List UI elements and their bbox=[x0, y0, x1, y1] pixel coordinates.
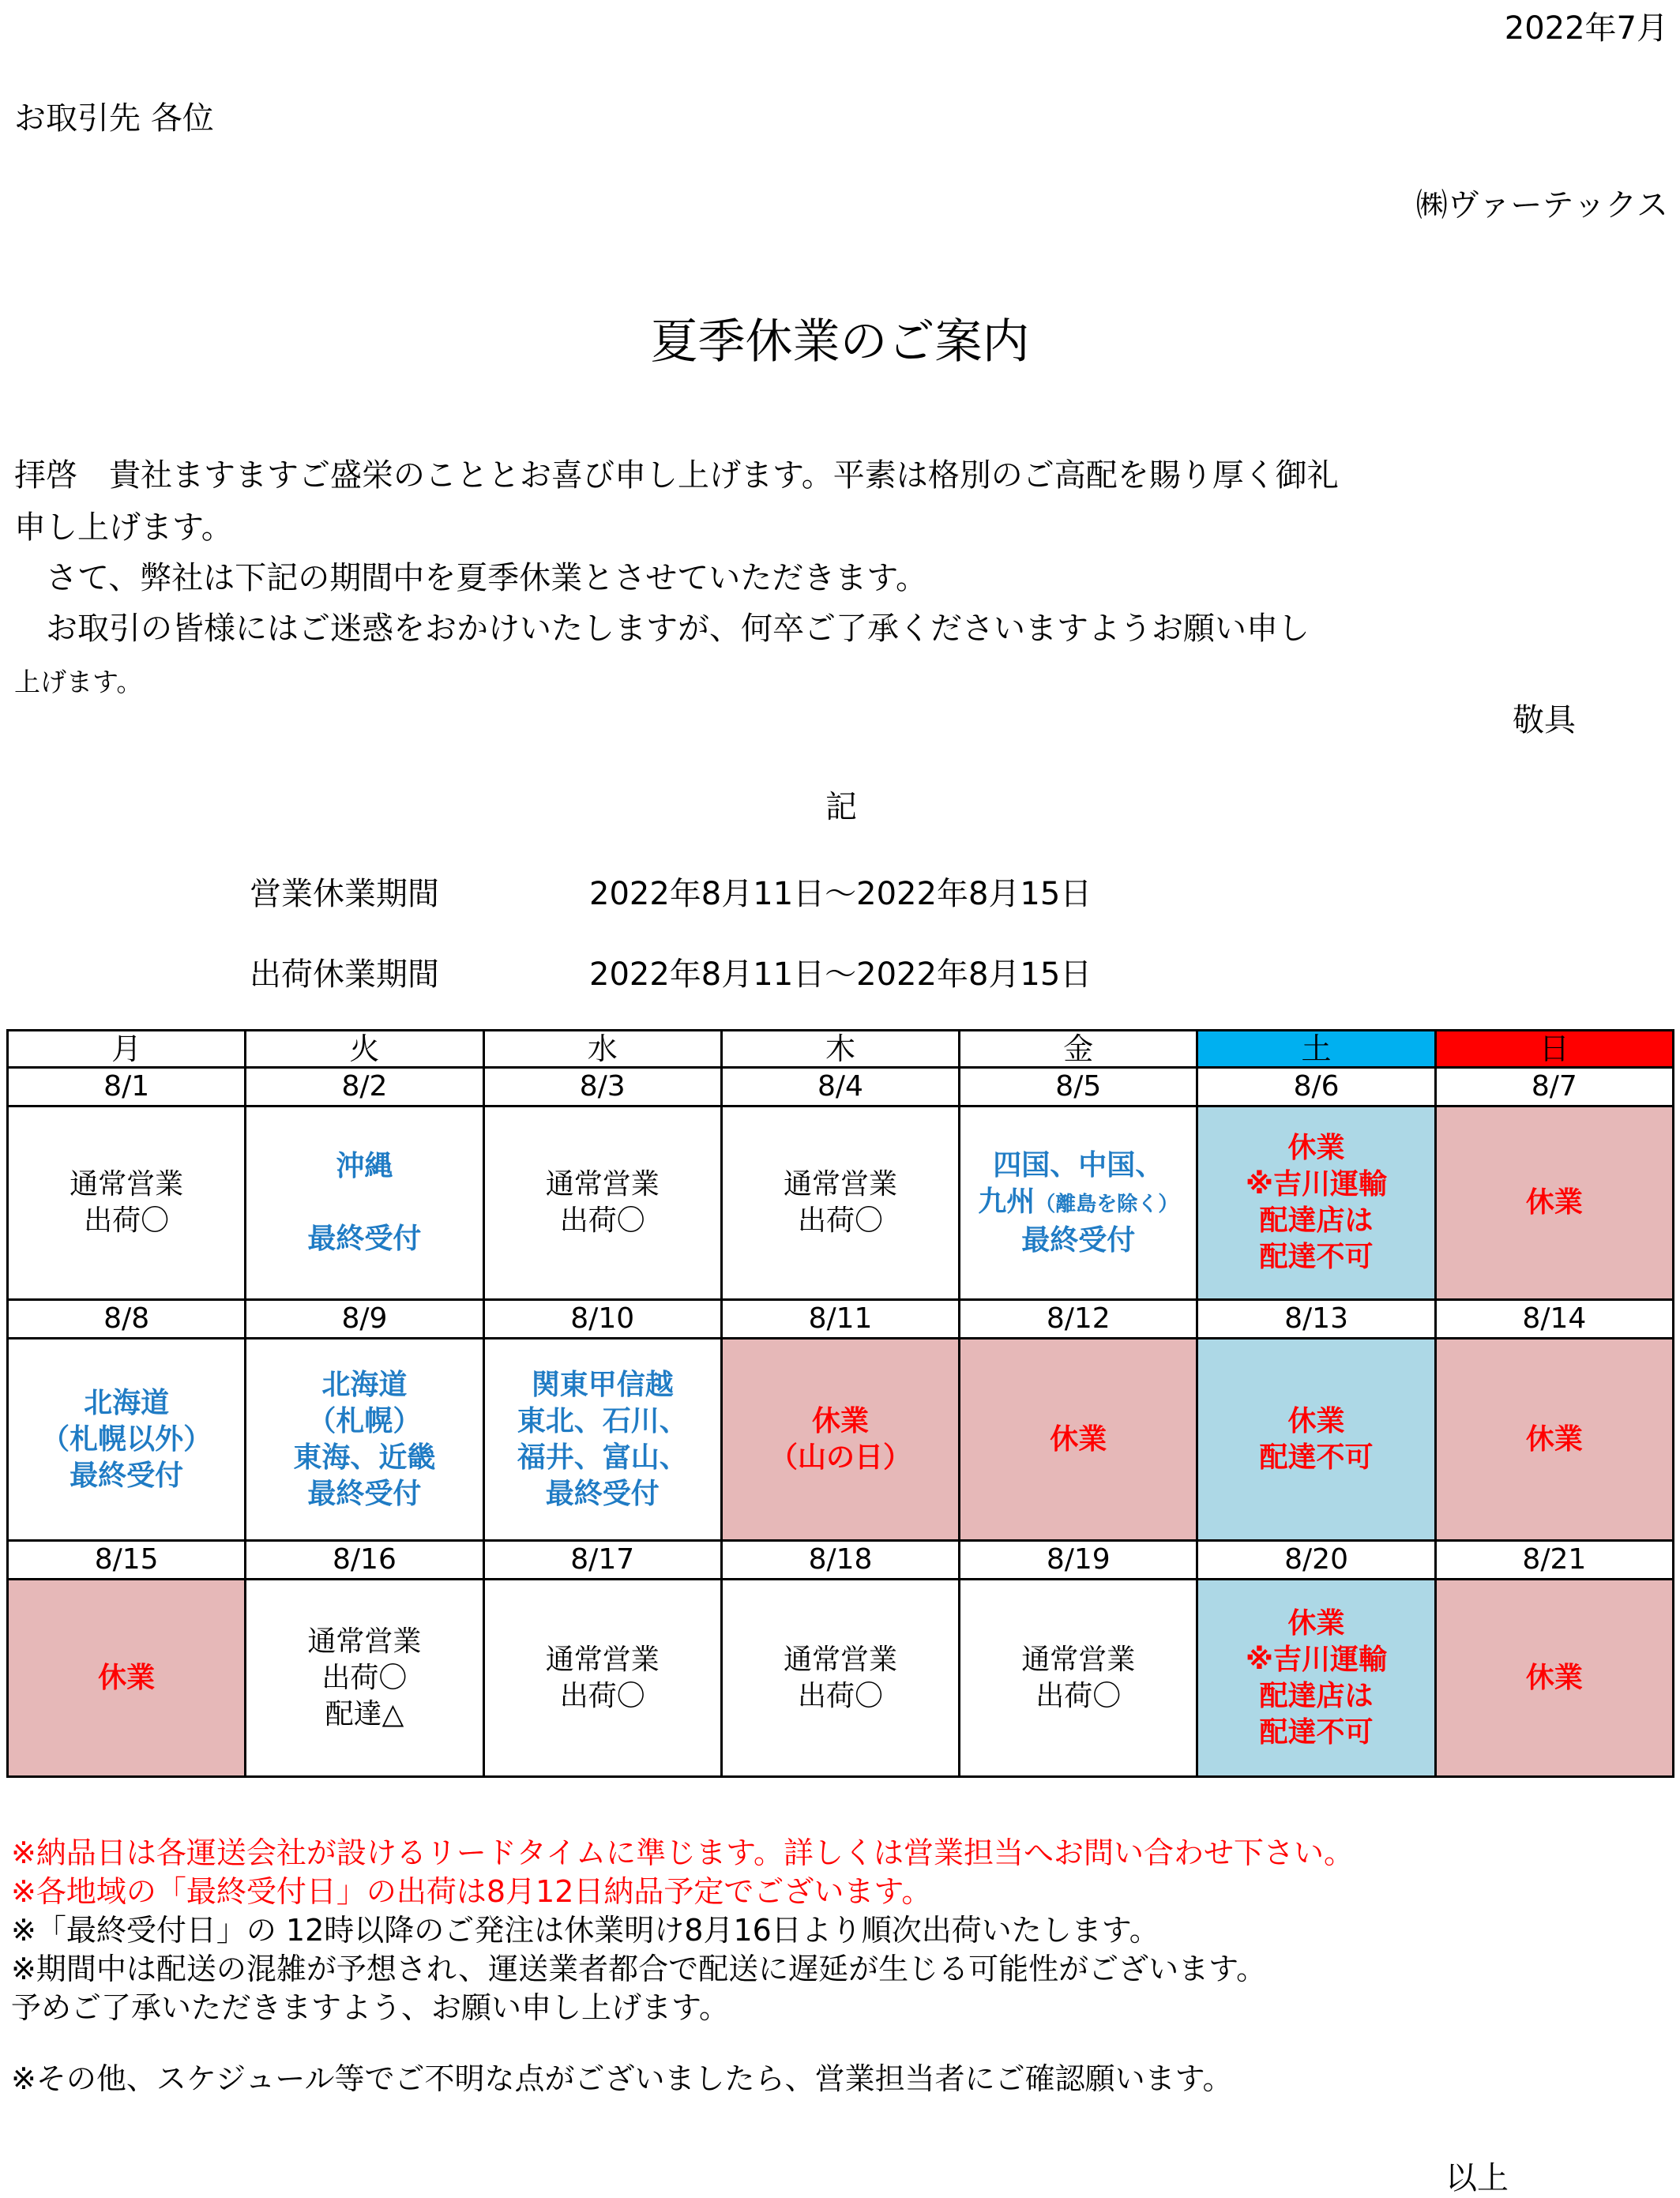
date-row-week-3 bbox=[8, 1541, 1674, 1580]
greeting-line-4: お取引の皆様にはご迷惑をおかけいたしますが、何卒ご了承くださいますようお願い申し bbox=[14, 611, 1310, 647]
status-line: 出荷〇 bbox=[321, 1661, 408, 1694]
weekday-tue: 火 bbox=[246, 1031, 483, 1068]
status-line: 福井、富山、 bbox=[517, 1441, 688, 1474]
status-cell-aug12 bbox=[960, 1339, 1197, 1541]
greeting-line-3: さて、弊社は下記の期間中を夏季休業とさせていただきます。 bbox=[14, 560, 927, 596]
status-line-kyushu bbox=[960, 1184, 1196, 1223]
date-row-week-2 bbox=[8, 1300, 1674, 1339]
weekday-header-row bbox=[8, 1031, 1674, 1068]
status-line: 配達不可 bbox=[1259, 1441, 1374, 1474]
status-line: 休業 bbox=[1050, 1422, 1107, 1456]
status-line: 四国、中国、 bbox=[993, 1148, 1164, 1182]
weekday-thu: 木 bbox=[721, 1031, 959, 1068]
date-cell: 8/3 bbox=[483, 1068, 721, 1107]
greeting-line-1: 拝啓 貴社ますますご盛栄のこととお喜び申し上げます。平素は格別のご高配を賜り厚く御礼 bbox=[14, 457, 1339, 494]
date-cell: 8/18 bbox=[721, 1541, 959, 1580]
status-cell-aug2 bbox=[246, 1107, 483, 1300]
date-cell: 8/8 bbox=[8, 1300, 246, 1339]
status-cell-aug9 bbox=[246, 1339, 483, 1541]
status-cell-aug15 bbox=[8, 1580, 246, 1777]
status-line: 休業 bbox=[1525, 1186, 1583, 1219]
status-cell-aug13 bbox=[1197, 1339, 1435, 1541]
status-spacer bbox=[246, 1185, 482, 1221]
status-line: 休業 bbox=[811, 1404, 869, 1437]
status-cell-aug4 bbox=[721, 1107, 959, 1300]
status-line: 通常営業 bbox=[783, 1168, 897, 1200]
status-line: 出荷〇 bbox=[84, 1204, 170, 1237]
greeting-line-5: 上げます。 bbox=[14, 667, 143, 697]
status-cell-aug18 bbox=[721, 1580, 959, 1777]
period-value-business: 2022年8月11日～2022年8月15日 bbox=[589, 876, 1092, 912]
status-line: 通常営業 bbox=[783, 1643, 897, 1676]
date-cell: 8/19 bbox=[960, 1541, 1197, 1580]
status-line-note: （離島を除く） bbox=[1035, 1192, 1179, 1216]
weekday-fri: 金 bbox=[960, 1031, 1197, 1068]
status-line: 休業 bbox=[1287, 1404, 1345, 1437]
status-line: ※吉川運輸 bbox=[1246, 1643, 1388, 1676]
weekday-mon: 月 bbox=[8, 1031, 246, 1068]
status-line: 北海道 bbox=[321, 1368, 408, 1401]
status-line: 配達△ bbox=[325, 1697, 404, 1730]
note-lead-time: ※納品日は各運送会社が設けるリードタイムに準じます。詳しくは営業担当へお問い合わせ下さい。 bbox=[11, 1835, 1355, 1870]
status-line: 沖縄 bbox=[336, 1150, 393, 1182]
status-line: （札幌以外） bbox=[41, 1422, 212, 1456]
note-contact: ※その他、スケジュール等でご不明な点がございましたら、営業担当者にご確認願います。 bbox=[11, 2061, 1233, 2096]
date-cell: 8/13 bbox=[1197, 1300, 1435, 1339]
status-row-week-2 bbox=[8, 1339, 1674, 1541]
status-cell-aug11 bbox=[721, 1339, 959, 1541]
status-line: 出荷〇 bbox=[559, 1679, 645, 1712]
date-cell: 8/10 bbox=[483, 1300, 721, 1339]
status-cell-aug17 bbox=[483, 1580, 721, 1777]
status-line: 九州 bbox=[978, 1185, 1035, 1218]
date-cell: 8/6 bbox=[1197, 1068, 1435, 1107]
date-cell: 8/14 bbox=[1435, 1300, 1673, 1339]
status-line: 出荷〇 bbox=[797, 1204, 883, 1237]
weekday-wed: 水 bbox=[483, 1031, 721, 1068]
status-cell-aug5 bbox=[960, 1107, 1197, 1300]
holiday-calendar bbox=[6, 1029, 1674, 1778]
status-cell-aug16 bbox=[246, 1580, 483, 1777]
status-line: 通常営業 bbox=[545, 1643, 660, 1676]
date-row-week-1 bbox=[8, 1068, 1674, 1107]
company-name: ㈱ヴァーテックス bbox=[1415, 187, 1668, 224]
date-cell: 8/16 bbox=[246, 1541, 483, 1580]
date-cell: 8/4 bbox=[721, 1068, 959, 1107]
status-line: ※吉川運輸 bbox=[1246, 1168, 1388, 1200]
status-line: 通常営業 bbox=[545, 1168, 660, 1200]
status-cell-aug21 bbox=[1435, 1580, 1673, 1777]
status-line: 配達店は bbox=[1259, 1679, 1374, 1712]
date-cell: 8/2 bbox=[246, 1068, 483, 1107]
status-line: 出荷〇 bbox=[797, 1679, 883, 1712]
status-line: 最終受付 bbox=[307, 1477, 422, 1510]
status-row-week-1 bbox=[8, 1107, 1674, 1300]
status-cell-aug7 bbox=[1435, 1107, 1673, 1300]
status-line: 休業 bbox=[98, 1661, 156, 1694]
status-line: 最終受付 bbox=[1021, 1223, 1136, 1257]
note-after-12: ※「最終受付日」の 12時以降のご発注は休業明け8月16日より順次出荷いたします。 bbox=[11, 1913, 1159, 1948]
date-cell: 8/17 bbox=[483, 1541, 721, 1580]
status-line: 最終受付 bbox=[545, 1477, 660, 1510]
status-line: 配達不可 bbox=[1259, 1241, 1374, 1273]
status-line: 東北、石川、 bbox=[517, 1404, 688, 1437]
status-line: 北海道 bbox=[84, 1386, 170, 1419]
date-cell: 8/7 bbox=[1435, 1068, 1673, 1107]
status-line: 配達店は bbox=[1259, 1204, 1374, 1237]
greeting-line-2: 申し上げます。 bbox=[14, 509, 233, 546]
status-line: 出荷〇 bbox=[1035, 1679, 1122, 1712]
status-line: 通常営業 bbox=[70, 1168, 184, 1200]
period-value-shipping: 2022年8月11日～2022年8月15日 bbox=[589, 956, 1092, 993]
date-cell: 8/11 bbox=[721, 1300, 959, 1339]
status-cell-aug6 bbox=[1197, 1107, 1435, 1300]
status-cell-aug8 bbox=[8, 1339, 246, 1541]
status-line: 東海、近畿 bbox=[293, 1441, 436, 1474]
closing-keigu: 敬具 bbox=[1513, 702, 1576, 738]
page-title: 夏季休業のご案内 bbox=[650, 314, 1030, 370]
status-cell-aug20 bbox=[1197, 1580, 1435, 1777]
closing-ijou: 以上 bbox=[1445, 2160, 1509, 2196]
status-line: （札幌） bbox=[307, 1404, 422, 1437]
note-final-order-delivery: ※各地域の「最終受付日」の出荷は8月12日納品予定でございます。 bbox=[11, 1874, 932, 1909]
status-cell-aug10 bbox=[483, 1339, 721, 1541]
status-line: （山の日） bbox=[769, 1441, 911, 1474]
date-cell: 8/9 bbox=[246, 1300, 483, 1339]
status-cell-aug19 bbox=[960, 1580, 1197, 1777]
date-cell: 8/20 bbox=[1197, 1541, 1435, 1580]
status-row-week-3 bbox=[8, 1580, 1674, 1777]
note-delay: ※期間中は配送の混雑が予想され、運送業者都合で配送に遅延が生じる可能性がございます。 bbox=[11, 1952, 1267, 1986]
status-line: 関東甲信越 bbox=[531, 1368, 674, 1401]
status-line: 最終受付 bbox=[70, 1459, 184, 1492]
weekday-sun: 日 bbox=[1435, 1031, 1673, 1068]
status-line: 休業 bbox=[1287, 1606, 1345, 1640]
period-label-shipping: 出荷休業期間 bbox=[250, 956, 439, 993]
status-cell-aug14 bbox=[1435, 1339, 1673, 1541]
date-cell: 8/1 bbox=[8, 1068, 246, 1107]
status-line: 配達不可 bbox=[1259, 1715, 1374, 1749]
ki-heading: 記 bbox=[825, 789, 857, 825]
date-cell: 8/15 bbox=[8, 1541, 246, 1580]
date-cell: 8/21 bbox=[1435, 1541, 1673, 1580]
status-line: 通常営業 bbox=[1021, 1643, 1136, 1676]
date-cell: 8/12 bbox=[960, 1300, 1197, 1339]
status-cell-aug1 bbox=[8, 1107, 246, 1300]
status-line: 休業 bbox=[1525, 1422, 1583, 1456]
document-date: 2022年7月 bbox=[1504, 10, 1668, 47]
note-apology: 予めご了承いただきますよう、お願い申し上げます。 bbox=[11, 1990, 729, 2025]
period-label-business: 営業休業期間 bbox=[250, 876, 439, 912]
date-cell: 8/5 bbox=[960, 1068, 1197, 1107]
status-cell-aug3 bbox=[483, 1107, 721, 1300]
status-line: 休業 bbox=[1287, 1132, 1345, 1164]
status-line: 休業 bbox=[1525, 1661, 1583, 1694]
recipient: お取引先 各位 bbox=[14, 100, 214, 137]
status-line: 通常営業 bbox=[307, 1625, 422, 1658]
status-line: 最終受付 bbox=[307, 1223, 422, 1255]
status-line: 出荷〇 bbox=[559, 1204, 645, 1237]
weekday-sat: 土 bbox=[1197, 1031, 1435, 1068]
